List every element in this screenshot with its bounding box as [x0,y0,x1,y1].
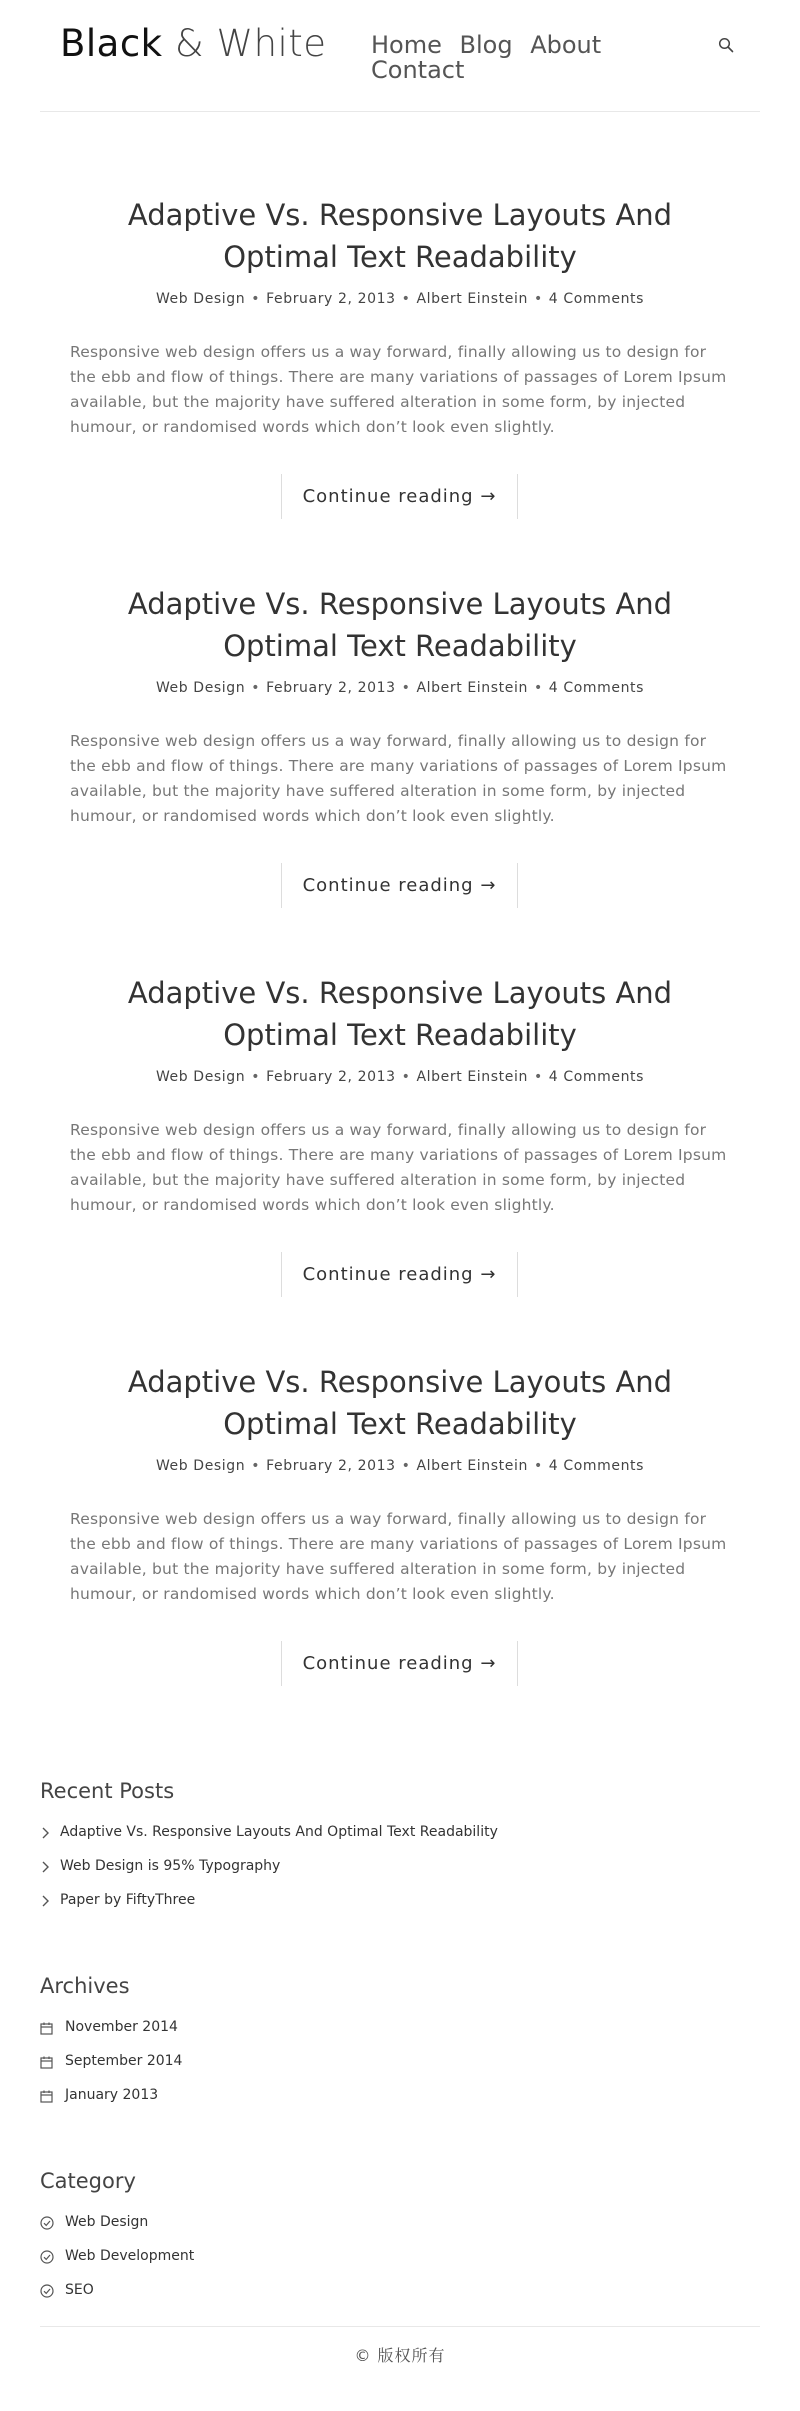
meta-separator: • [533,1458,543,1474]
chevron-right-icon [40,1855,60,1881]
list-item [40,2245,760,2279]
calendar-icon [40,2084,65,2110]
post-excerpt: Responsive web design offers us a way forward, finally allowing us to design for the ebb and flow of things. There are many variations of passages of Lorem Ipsum available, but the majority have suffered alteration in some form, by injected humour, or randomised words which don’t look even slightly. [70,1121,727,1214]
post-category[interactable]: Web Design [155,1069,246,1085]
post-excerpt: Responsive web design offers us a way forward, finally allowing us to design for the ebb and flow of things. There are many variations of passages of Lorem Ipsum available, but the majority have suffered alteration in some form, by injected humour, or randomised words which don’t look even slightly. [70,732,727,825]
site-footer [40,2326,760,2382]
post-meta [40,291,760,307]
site-logo[interactable] [60,22,327,66]
post-comments[interactable]: 4 Comments [548,680,645,696]
post-card [40,1361,760,1750]
main-nav [371,33,631,83]
post-title[interactable]: Adaptive Vs. Responsive Layouts And Optimal Text Readability [127,587,673,663]
recent-posts-widget [40,1778,760,1973]
post-category[interactable]: Web Design [155,1458,246,1474]
copyright-text: © 版权所有 [354,2346,446,2365]
widget-title: Archives [40,1974,130,1998]
post-meta [40,1069,760,1085]
logo-text-light: & White [174,22,327,65]
post-excerpt: Responsive web design offers us a way forward, finally allowing us to design for the ebb and flow of things. There are many variations of passages of Lorem Ipsum available, but the majority have suffered alteration in some form, by injected humour, or randomised words which don’t look even slightly. [70,343,727,436]
post-title[interactable]: Adaptive Vs. Responsive Layouts And Optimal Text Readability [127,976,673,1052]
list-item [40,2279,760,2313]
list-item [40,1821,760,1855]
list-item [40,2084,760,2118]
chevron-right-icon [40,1889,60,1915]
post-comments[interactable]: 4 Comments [548,1069,645,1085]
post-date: February 2, 2013 [266,291,396,307]
continue-reading-button[interactable]: Continue reading → [281,474,518,519]
continue-reading-button[interactable]: Continue reading → [281,1641,518,1686]
category-link[interactable]: Web Development [65,2248,195,2264]
nav-about[interactable]: About [530,31,602,59]
check-circle-icon [40,2245,65,2271]
site-header [40,0,760,112]
nav-home[interactable]: Home [371,31,442,59]
post-author[interactable]: Albert Einstein [416,1458,528,1474]
category-widget [40,2168,760,2326]
calendar-icon [40,2050,65,2076]
post-card [40,972,760,1361]
post-card [40,583,760,972]
list-item [40,1889,760,1923]
recent-post-link[interactable]: Paper by FiftyThree [60,1892,196,1908]
check-circle-icon [40,2211,65,2237]
post-author[interactable]: Albert Einstein [416,291,528,307]
continue-reading-button[interactable]: Continue reading → [281,1252,518,1297]
sidebar-widgets [40,1750,760,2326]
post-title[interactable]: Adaptive Vs. Responsive Layouts And Optimal Text Readability [127,198,673,274]
meta-separator: • [401,291,411,307]
logo-text-strong: Black [60,22,163,65]
meta-separator: • [251,1069,261,1085]
post-meta [40,680,760,696]
widget-title: Recent Posts [40,1779,175,1803]
post-comments[interactable]: 4 Comments [548,291,645,307]
recent-post-link[interactable]: Adaptive Vs. Responsive Layouts And Optimal Text Readability [60,1824,498,1840]
check-circle-icon [40,2279,65,2305]
archive-link[interactable]: September 2014 [65,2053,183,2069]
category-link[interactable]: SEO [65,2282,94,2298]
list-item [40,2211,760,2245]
post-category[interactable]: Web Design [155,291,246,307]
list-item [40,2016,760,2050]
meta-separator: • [533,291,543,307]
list-item [40,1855,760,1889]
archives-list [40,2016,760,2118]
post-category[interactable]: Web Design [155,680,246,696]
meta-separator: • [251,1458,261,1474]
meta-separator: • [401,680,411,696]
archive-link[interactable]: January 2013 [65,2087,159,2103]
nav-blog[interactable]: Blog [459,31,513,59]
search-icon[interactable] [718,37,734,53]
meta-separator: • [401,1069,411,1085]
post-date: February 2, 2013 [266,1458,396,1474]
archives-widget [40,1973,760,2168]
recent-post-link[interactable]: Web Design is 95% Typography [60,1858,281,1874]
post-meta [40,1458,760,1474]
meta-separator: • [533,1069,543,1085]
meta-separator: • [533,680,543,696]
post-list [40,112,760,1750]
continue-reading-button[interactable]: Continue reading → [281,863,518,908]
category-link[interactable]: Web Design [65,2214,149,2230]
meta-separator: • [251,291,261,307]
meta-separator: • [401,1458,411,1474]
post-comments[interactable]: 4 Comments [548,1458,645,1474]
post-author[interactable]: Albert Einstein [416,1069,528,1085]
widget-title: Category [40,2169,136,2193]
recent-posts-list [40,1821,760,1923]
post-date: February 2, 2013 [266,1069,396,1085]
list-item [40,2050,760,2084]
post-date: February 2, 2013 [266,680,396,696]
post-title[interactable]: Adaptive Vs. Responsive Layouts And Optimal Text Readability [127,1365,673,1441]
post-excerpt: Responsive web design offers us a way forward, finally allowing us to design for the ebb and flow of things. There are many variations of passages of Lorem Ipsum available, but the majority have suffered alteration in some form, by injected humour, or randomised words which don’t look even slightly. [70,1510,727,1603]
nav-contact[interactable]: Contact [371,56,465,84]
post-card [40,194,760,583]
post-author[interactable]: Albert Einstein [416,680,528,696]
chevron-right-icon [40,1821,60,1847]
meta-separator: • [251,680,261,696]
calendar-icon [40,2016,65,2042]
archive-link[interactable]: November 2014 [65,2019,178,2035]
category-list [40,2211,760,2313]
